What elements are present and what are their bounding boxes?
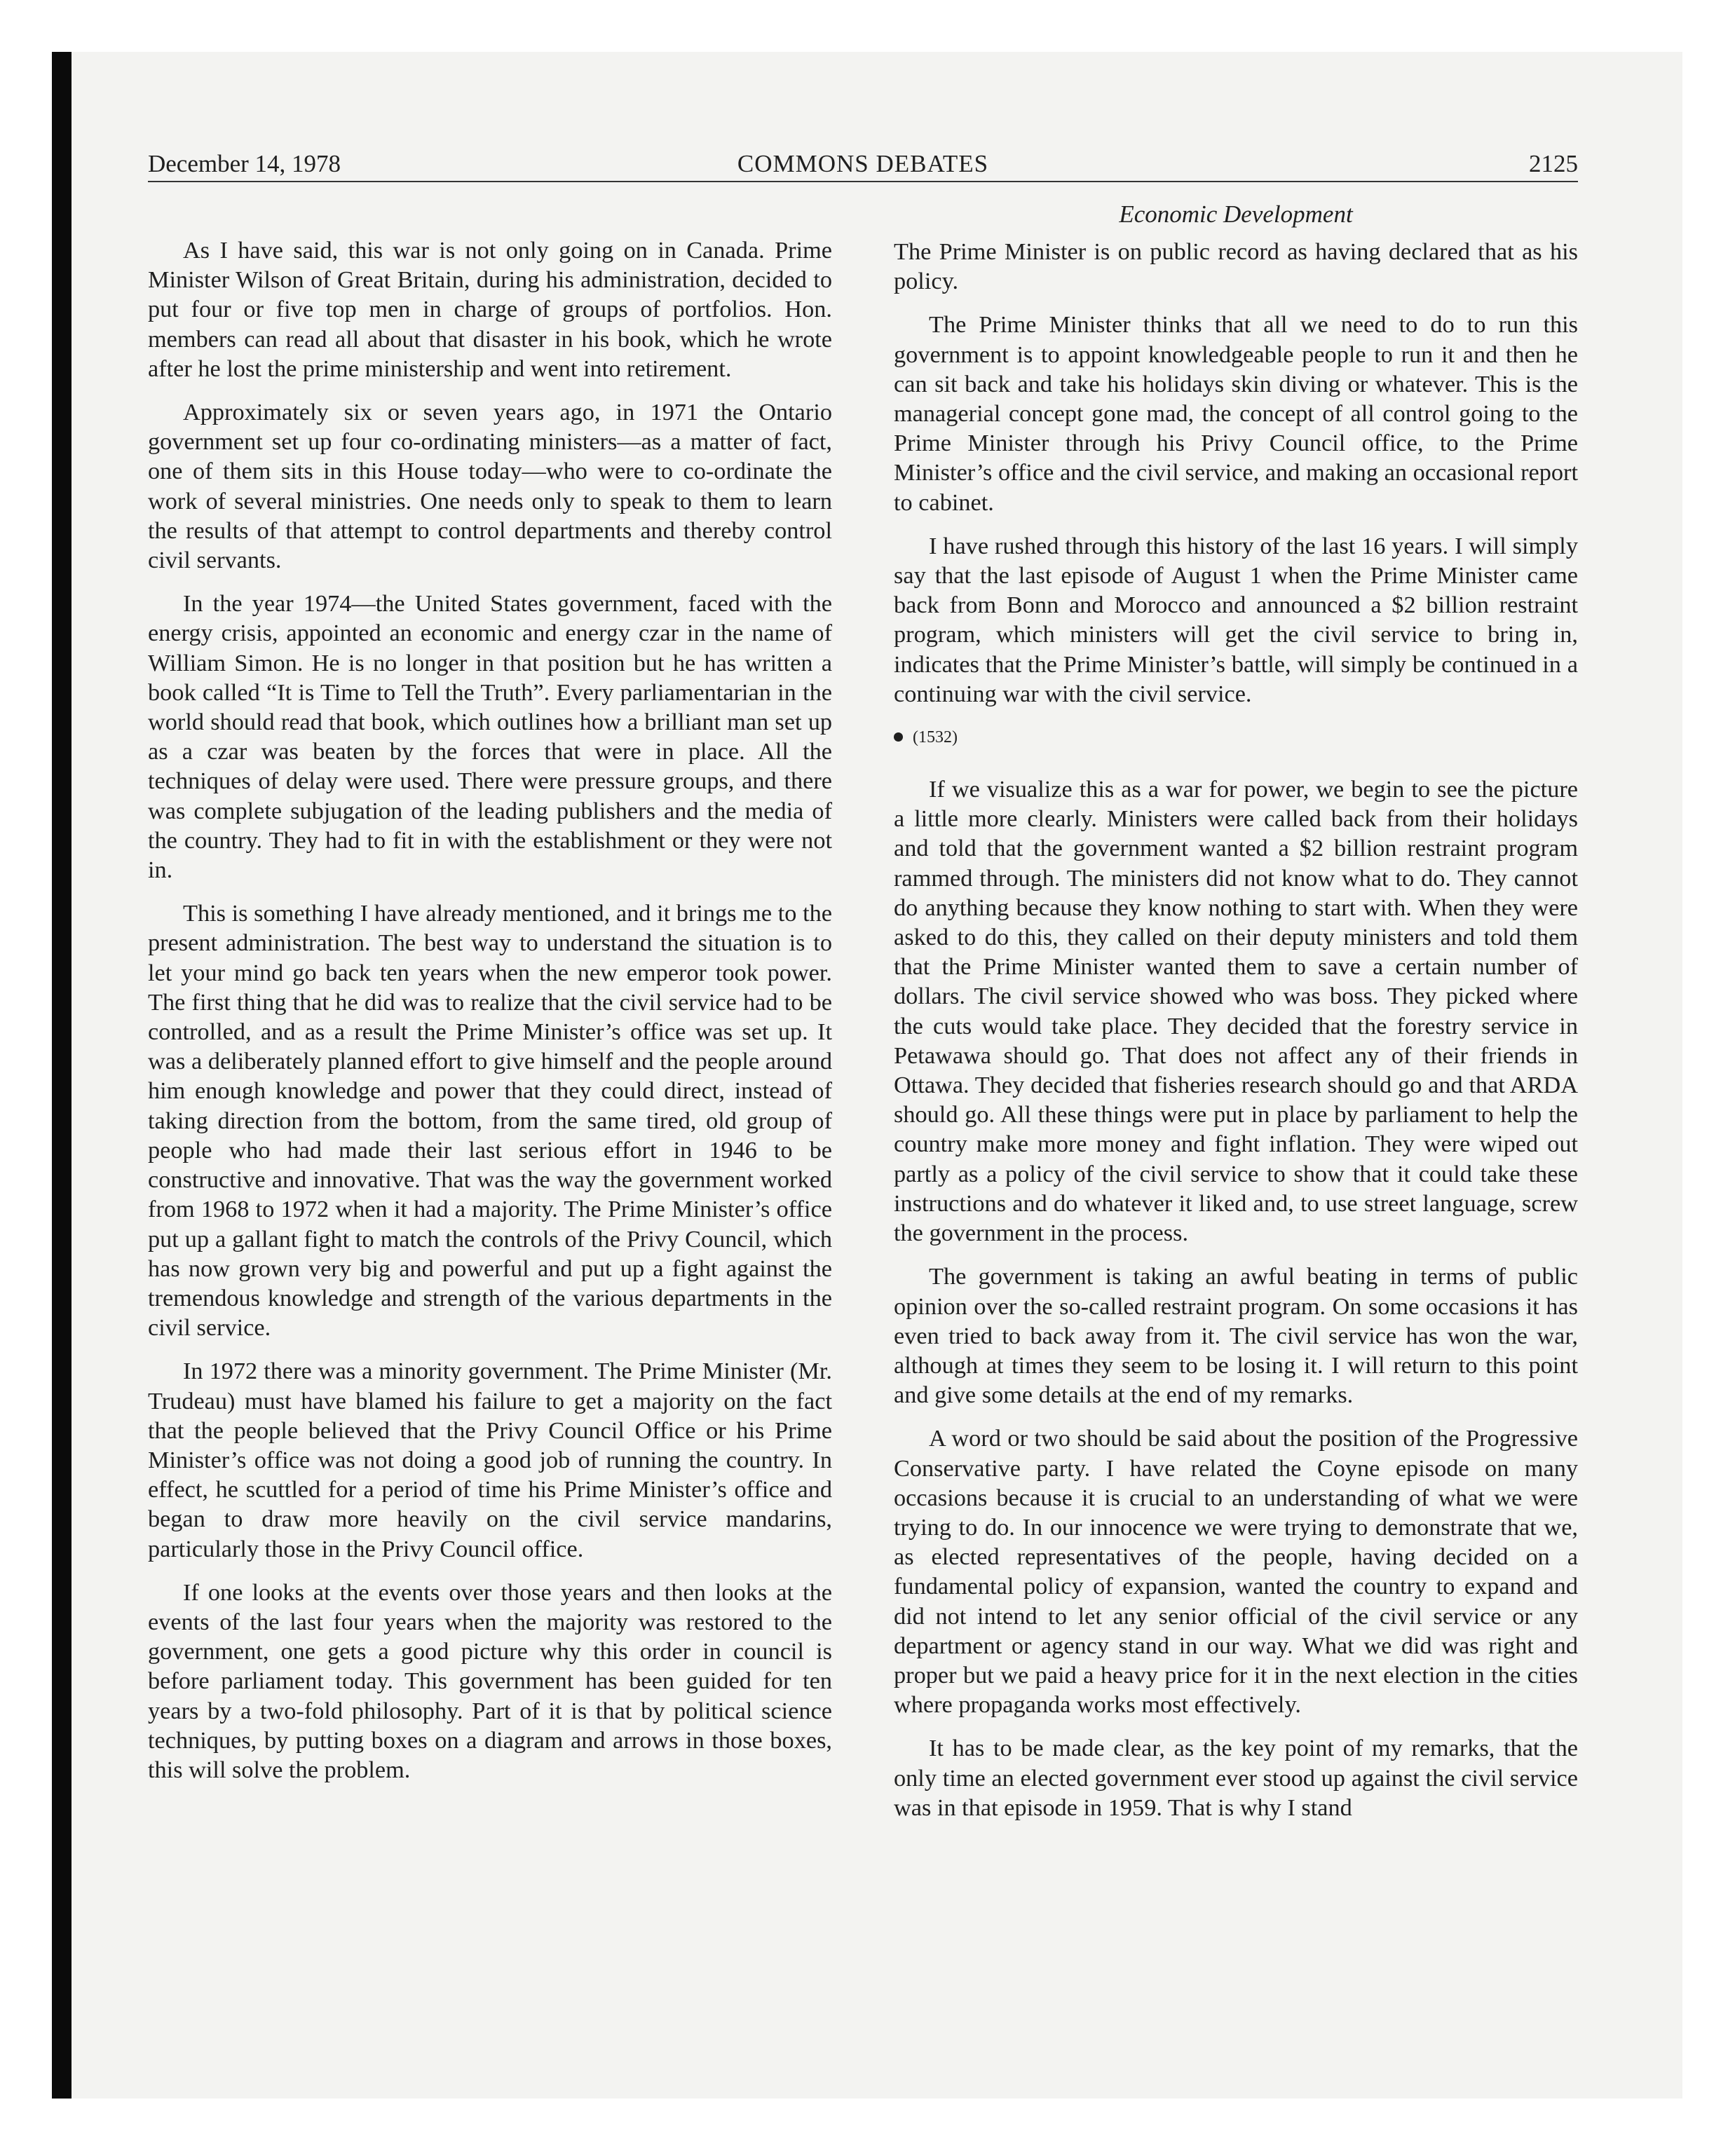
paragraph: As I have said, this war is not only going on in Canada. Prime Minister Wilson of Great Britain, during his administration, decided to put four or five top men in charge of groups of portfolios. Hon. members can read all about that disaster in his book, which he wrote after he lost the prime ministership and went into retirement. bbox=[148, 237, 832, 382]
left-column bbox=[148, 236, 832, 1799]
paragraph-continued: The Prime Minister is on public record as having declared that as his policy. bbox=[894, 238, 1578, 295]
scan-edge-shadow bbox=[52, 52, 72, 2099]
paragraph: The government is taking an awful beating in terms of public opinion over the so-called restraint program. On some occasions it has even tried to back away from it. The civil service has won the war, although at times they seem to be losing it. I will return to this point and give some details at the end of my remarks. bbox=[894, 1263, 1578, 1409]
paragraph: I have rushed through this history of the last 16 years. I will simply say that the last episode of August 1 when the Prime Minister came back from Bonn and Morocco and announced a $2 billion restraint program, which ministers will get the civil service to bring in, indicates that the Prime Minister’s battle, will simply be continued in a continuing war with the civil service. bbox=[894, 532, 1578, 707]
header-date: December 14, 1978 bbox=[148, 150, 341, 177]
paragraph: It has to be made clear, as the key point of my remarks, that the only time an elected government ever stood up against the civil service was in that episode in 1959. That is why I stand bbox=[894, 1735, 1578, 1821]
right-column bbox=[894, 237, 1578, 1836]
running-header bbox=[148, 146, 1578, 182]
paragraph: If we visualize this as a war for power, we begin to see the picture a little more clearly. Ministers were called back from their holidays and told that the government wanted a $2 billion restraint program rammed through. The ministers did not know what to do. They cannot do anything because they know nothing to start with. When they were asked to do this, they called on their deputy ministers and told them that the Prime Minister wanted them to save a certain number of dollars. The civil service showed who was boss. They picked where the cuts would take place. They decided that the forestry service in Petawawa should go. That does not affect any of their friends in Ottawa. They decided that fisheries research should go and that ARDA should go. All these things were put in place by parliament to help the country make more money and fight inflation. They were wiped out partly as a policy of the civil service to show that it could take these instructions and do whatever it liked and, to use street language, screw the government in the process. bbox=[894, 776, 1578, 1247]
page-number: 2125 bbox=[1529, 150, 1578, 177]
paragraph: A word or two should be said about the position of the Progressive Conservative party. I have related the Coyne episode on many occasions because it is crucial to an understanding of what we were trying to do. In our innocence we were trying to demonstrate that we, as elected representatives of the people, having decided on a fundamental policy of expansion, wanted the country to expand and did not intend to let any senior official of the civil service or any department or agency stand in our way. What we did was right and proper but we paid a heavy price for it in the next election in the cities where propaganda works most effectively. bbox=[894, 1425, 1578, 1719]
section-subheading: Economic Development bbox=[1119, 200, 1353, 228]
time-marker-label: (1532) bbox=[913, 728, 958, 747]
paragraph: Approximately six or seven years ago, in 1971 the Ontario government set up four co-ordinating ministers—as a matter of fact, one of them sits in this House today—who were to co-ordinate the work of several ministries. One needs only to speak to them to learn the results of that attempt to control departments and thereby control civil servants. bbox=[148, 399, 832, 574]
paragraph: If one looks at the events over those years and then looks at the events of the last four years when the majority was restored to the government, one gets a good picture why this order in council is before parliament today. This government has been guided for ten years by a two-fold philosophy. Part of it is that by political science techniques, by putting boxes on a diagram and arrows in those boxes, this will solve the problem. bbox=[148, 1578, 832, 1783]
header-rule bbox=[148, 181, 1578, 182]
paragraph: The Prime Minister thinks that all we need to do to run this government is to appoint knowledgeable people to run it and then he can sit back and take his holidays skin diving or whatever. This is the managerial concept gone mad, the concept of all control going to the Prime Minister through his Privy Council office, to the Prime Minister’s office and the civil service, and making an occasional report to cabinet. bbox=[894, 311, 1578, 516]
paragraph: This is something I have already mentioned, and it brings me to the present administration. The best way to understand the situation is to let your mind go back ten years when the new emperor took power. The first thing that he did was to realize that the civil service had to be controlled, and as a result the Prime Minister’s office was set up. It was a deliberately planned effort to give himself and the people around him enough knowledge and power that they could direct, instead of taking direction from the bottom, from the same tired, old group of people who had made their last serious effort in 1946 to be constructive and innovative. That was the way the government worked from 1968 to 1972 when it had a majority. The Prime Minister’s office put up a gallant fight to match the controls of the Privy Council, which has now grown very big and powerful and put up a fight against the tremendous knowledge and strength of the various departments in the civil service. bbox=[148, 900, 832, 1342]
paragraph: In the year 1974—the United States government, faced with the energy crisis, appointed an economic and energy czar in the name of William Simon. He is no longer in that position but he has written a book called “It is Time to Tell the Truth”. Every parliamentarian in the world should read that book, which outlines how a brilliant man set up as a czar was beaten by the forces that were in place. All the techniques of delay were used. There were pressure groups, and there was complete subjugation of the leading publishers and the media of the country. They had to fit in with the establishment or they were not in. bbox=[148, 590, 832, 884]
header-publication-title: COMMONS DEBATES bbox=[737, 150, 989, 177]
bullet-dot-icon bbox=[894, 732, 903, 742]
paragraph: In 1972 there was a minority government. The Prime Minister (Mr. Trudeau) must have blamed his failure to get a majority on the fact that the people believed that the Privy Council Office or his Prime Minister’s office was not doing a good job of running the country. In effect, he scuttled for a period of time his Prime Minister’s office and began to draw more heavily on the civil service mandarins, particularly those in the Privy Council office. bbox=[148, 1358, 832, 1562]
time-marker bbox=[894, 723, 1578, 752]
